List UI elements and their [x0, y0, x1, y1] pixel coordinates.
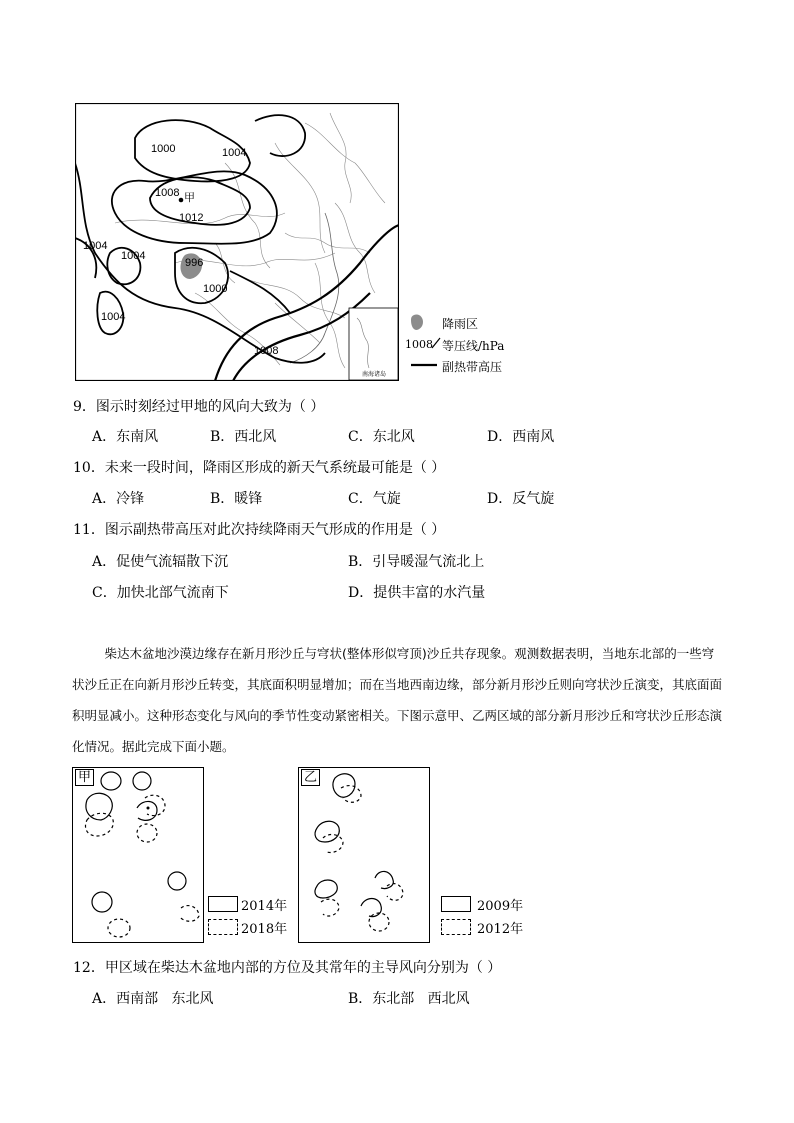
dune-yi-label: 乙: [301, 769, 320, 786]
legend-solid-label: 2014年: [241, 899, 288, 914]
q10-option-d[interactable]: D．反气旋: [487, 491, 555, 507]
subtropical-high-legend-swatch: [411, 362, 437, 368]
isobar-label: 1004: [83, 240, 108, 252]
question-12-stem: 12．甲区域在柴达木盆地内部的方位及其常年的主导风向分别为（ ）: [73, 960, 502, 976]
legend-dashed-swatch: [208, 919, 238, 935]
dune-legend-jia: [208, 893, 298, 939]
q10-option-c[interactable]: C．气旋: [348, 491, 401, 507]
q11-option-a[interactable]: A．促使气流辐散下沉: [92, 554, 229, 570]
isobar-label: 996: [185, 257, 204, 269]
dune-figure-jia: [72, 767, 204, 943]
legend-dashed-swatch: [441, 919, 471, 935]
dune-jia-label: 甲: [75, 769, 94, 786]
rain-legend-swatch: [408, 312, 428, 332]
isobar-label: 1012: [179, 212, 204, 224]
isobar-label: 1000: [203, 283, 228, 295]
question-9-stem: 9．图示时刻经过甲地的风向大致为（ ）: [73, 399, 325, 415]
isobar-legend-swatch: [430, 336, 442, 350]
q9-option-a[interactable]: A．东南风: [92, 429, 159, 445]
q9-option-b[interactable]: B．西北风: [210, 429, 277, 445]
dune-jia-svg: [73, 768, 202, 941]
weather-map: [75, 103, 399, 381]
legend-solid-swatch: [208, 896, 238, 912]
isobar-label: 1008: [155, 187, 180, 199]
point-jia-label: 甲: [184, 192, 195, 204]
isobar-label: 1004: [222, 147, 247, 159]
isobar-label: 1008: [254, 345, 279, 357]
legend-dashed-label: 2018年: [241, 922, 288, 937]
legend-solid-swatch: [441, 896, 471, 912]
q11-option-b[interactable]: B．引导暖湿气流北上: [348, 554, 485, 570]
rain-legend-label: 降雨区: [442, 317, 479, 331]
q10-option-b[interactable]: B．暖锋: [210, 491, 263, 507]
dune-yi-svg: [299, 768, 428, 941]
question-10-stem: 10．未来一段时间，降雨区形成的新天气系统最可能是（ ）: [73, 460, 446, 476]
q10-option-a[interactable]: A．冷锋: [92, 491, 145, 507]
inset-label: 南海诸岛: [362, 372, 387, 378]
legend-solid-label: 2009年: [477, 899, 524, 914]
isobar-legend-label: 等压线/hPa: [442, 339, 505, 353]
isobar-label: 1004: [101, 311, 126, 323]
q12-option-a[interactable]: A．西南部 东北风: [92, 991, 214, 1007]
reading-passage: 柴达木盆地沙漠边缘存在新月形沙丘与穹状(整体形似穹顶)沙丘共存现象。观测数据表明，当地东北部的一些穹状沙丘正在向新月形沙丘转变，其底面积明显增加；而在当地西南边缘，部分新月形沙丘则向穹状沙丘演变，其底面面积明显减小。这种形态变化与风向的季节性变动紧密相关。下图示意甲、乙两区域的部分新月形沙丘和穹状沙丘形态演化情况。据此完成下面小题。: [72, 646, 723, 754]
question-11-stem: 11．图示副热带高压对此次持续降雨天气形成的作用是（ ）: [73, 522, 446, 538]
isobar-legend-value: 1008: [405, 338, 433, 351]
q9-option-d[interactable]: D．西南风: [487, 429, 555, 445]
isobar-label: 1004: [121, 250, 146, 262]
q11-option-c[interactable]: C．加快北部气流南下: [92, 585, 229, 601]
isobar-label: 1000: [151, 143, 176, 155]
subtropical-high-legend-label: 副热带高压: [442, 360, 503, 374]
map-legend: [405, 310, 525, 380]
dune-legend-yi: [441, 893, 536, 939]
dune-figure-yi: [298, 767, 430, 943]
weather-map-svg: [75, 103, 399, 381]
q12-option-b[interactable]: B．东北部 西北风: [348, 991, 470, 1007]
legend-dashed-label: 2012年: [477, 922, 524, 937]
q11-option-d[interactable]: D．提供丰富的水汽量: [348, 585, 486, 601]
q9-option-c[interactable]: C．东北风: [348, 429, 415, 445]
